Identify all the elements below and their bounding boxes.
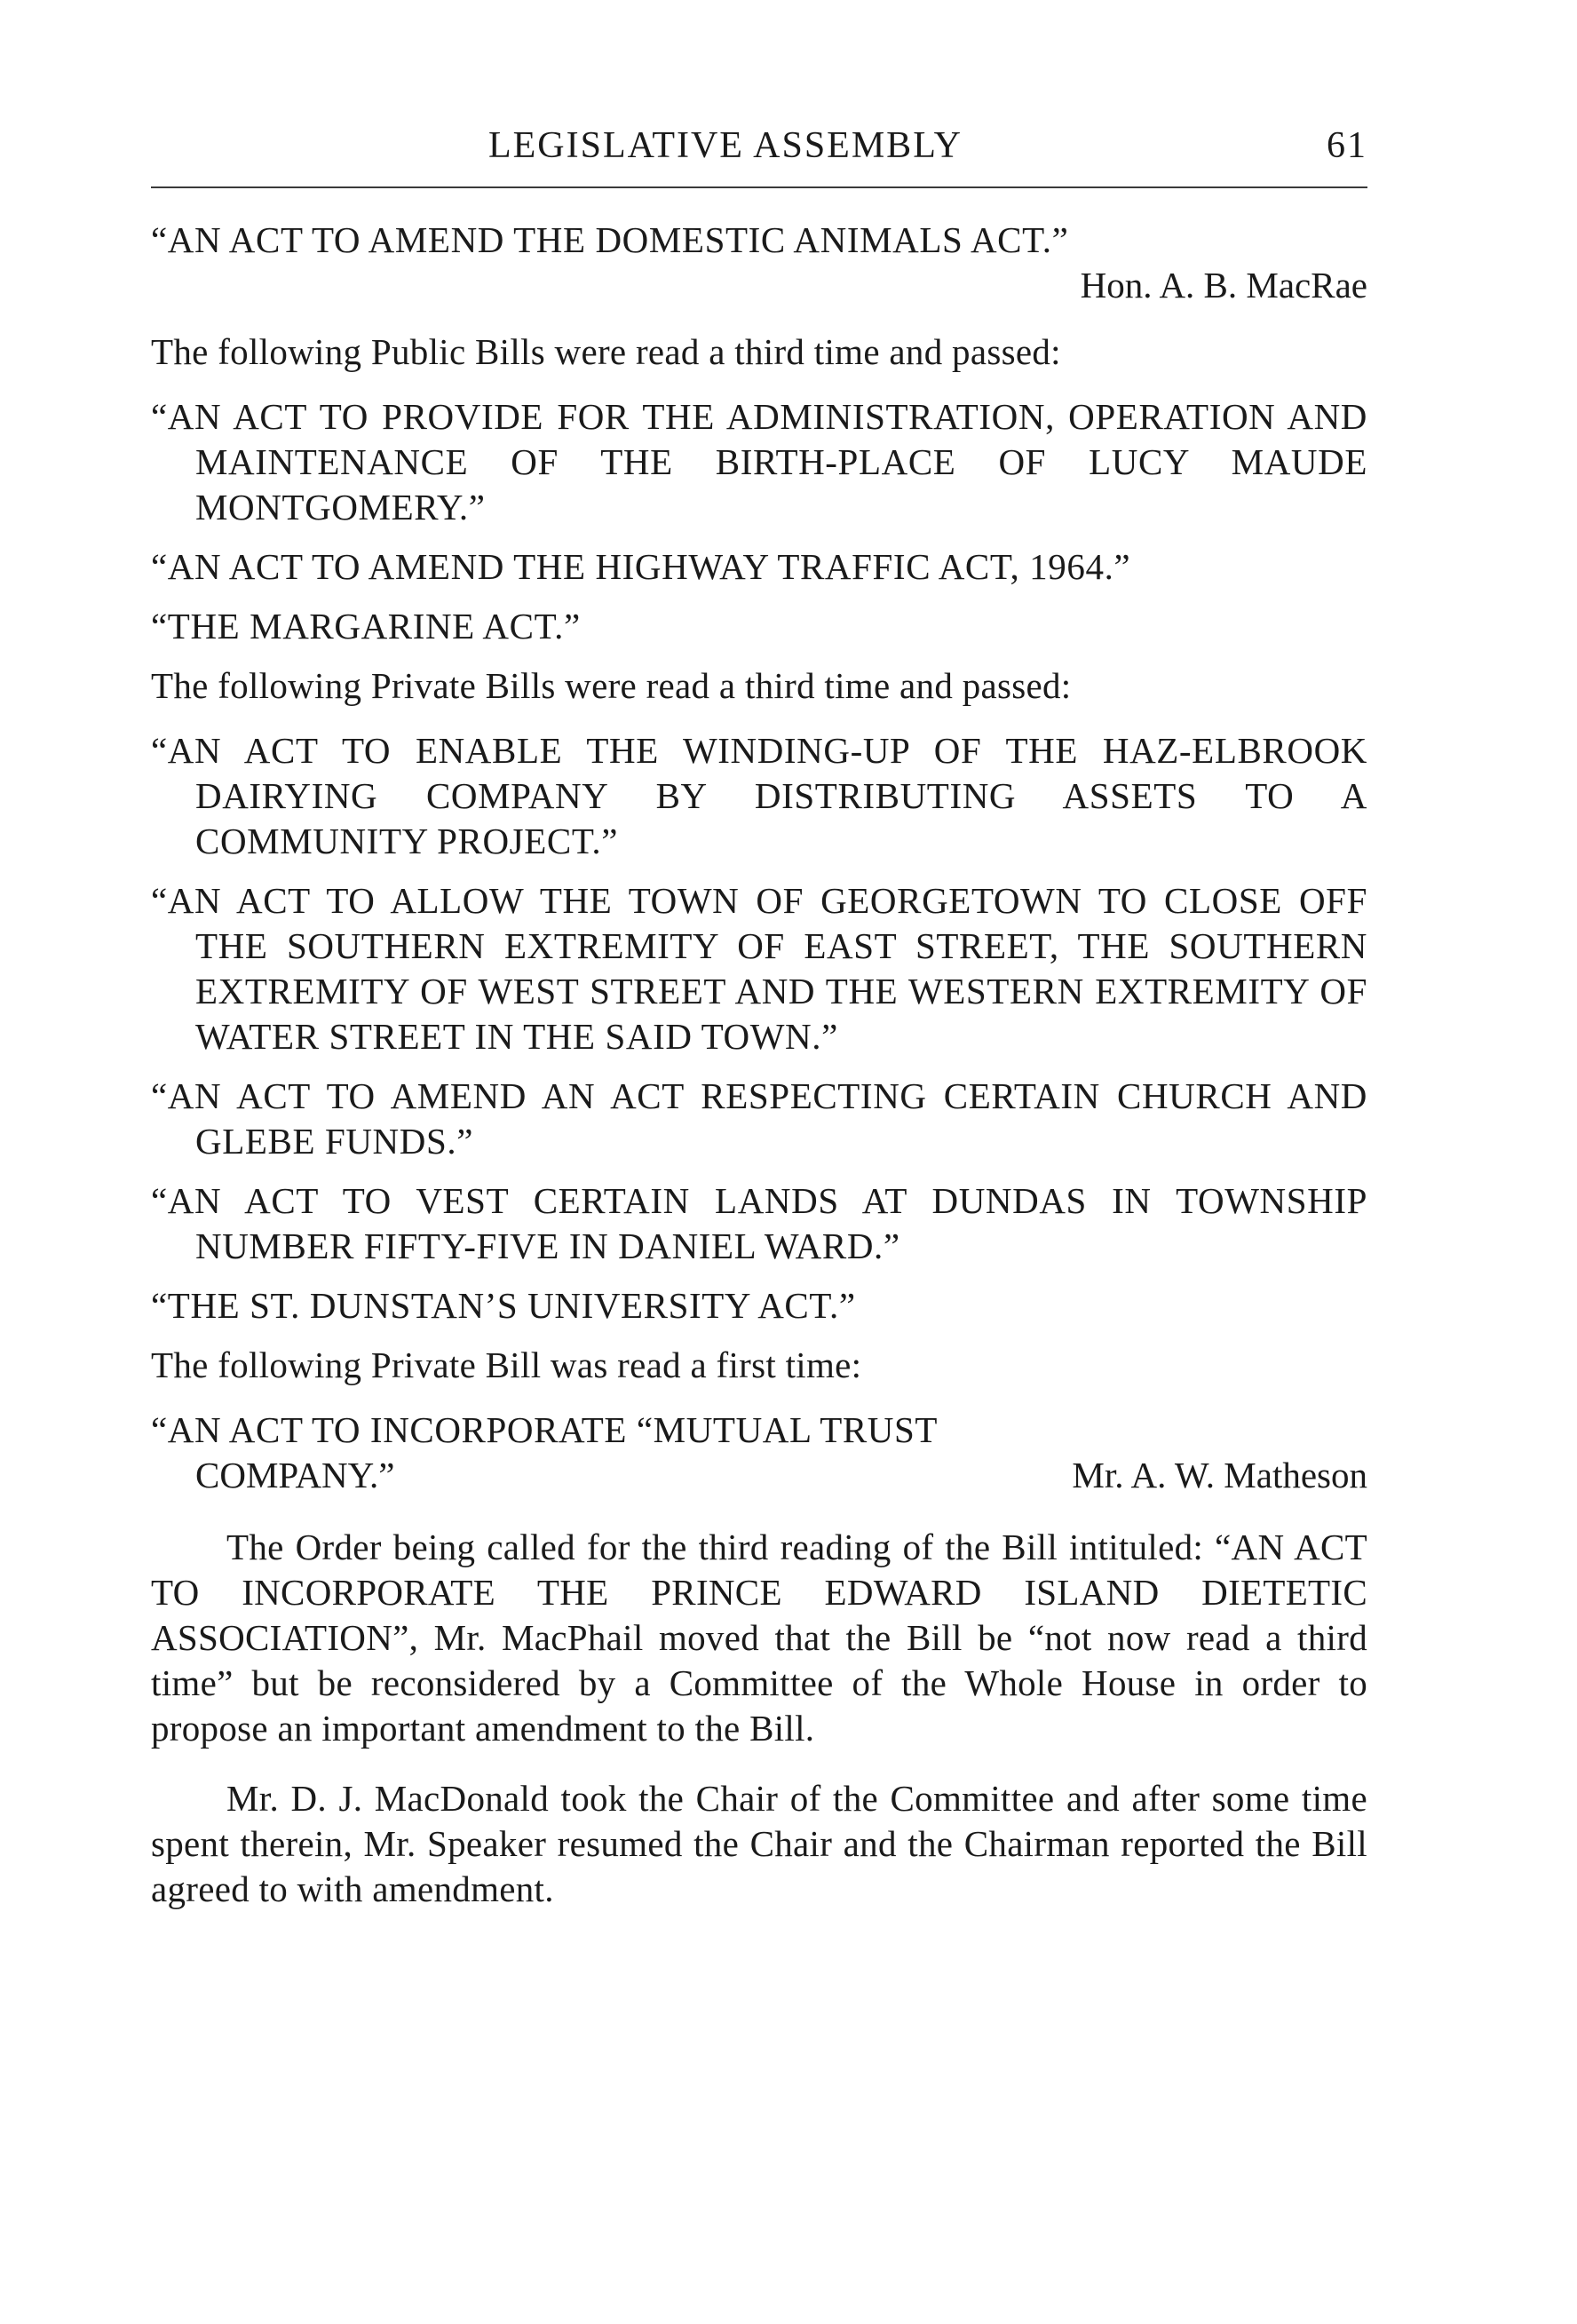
header-rule [151,186,1367,188]
bill-mutual-trust: “AN ACT TO INCORPORATE “MUTUAL TRUST [151,1409,939,1450]
page-body [151,218,1367,1937]
bill-domestic-animals: “AN ACT TO AMEND THE DOMESTIC ANIMALS ACT.” [151,219,1069,260]
paragraph-third-reading-order: The Order being called for the third reading of the Bill intituled: “AN ACT TO INCORPORATE THE PRINCE EDWARD ISLAND DIETETIC ASSOCIATION”, Mr. MacPhail moved that the Bill be “not now read a third time” but be reconsidered by a Committee of the Whole House in order to propose an important amendment to the Bill. [151,1527,1367,1749]
document-page [151,124,1367,1909]
bill-dundas: “AN ACT TO VEST CERTAIN LANDS AT DUNDAS IN TOWNSHIP NUMBER FIFTY-FIVE IN DANIEL WARD.” [151,1180,1367,1266]
bill-st-dunstans: “THE ST. DUNSTAN’S UNIVERSITY ACT.” [151,1285,856,1326]
bill-mutual-trust-continued: COMPANY.” [195,1455,395,1495]
bill-highway-traffic: “AN ACT TO AMEND THE HIGHWAY TRAFFIC ACT, 1964.” [151,546,1131,587]
page-number: 61 [1327,125,1367,166]
running-title: LEGISLATIVE ASSEMBLY [488,125,963,166]
bill-hazelbrook: “AN ACT TO ENABLE THE WINDING-UP OF THE HAZ-ELBROOK DAIRYING COMPANY BY DISTRIBUTING ASSETS TO A COMMUNITY PROJECT.” [151,730,1367,861]
bill-church-glebe: “AN ACT TO AMEND AN ACT RESPECTING CERTAIN CHURCH AND GLEBE FUNDS.” [151,1075,1367,1162]
intro-private-bills: The following Private Bills were read a third time and passed: [151,665,1072,706]
sponsor-macrae: Hon. A. B. MacRae [1080,265,1367,305]
bill-birthplace: “AN ACT TO PROVIDE FOR THE ADMINISTRATION, OPERATION AND MAINTENANCE OF THE BIRTH-PLACE OF LUCY MAUDE MONTGOMERY.” [151,396,1367,527]
paragraph-committee-chair: Mr. D. J. MacDonald took the Chair of the Committee and after some time spent therein, Mr. Speaker resumed the Chair and the Chairman reported the Bill agreed to with amendment. [151,1778,1367,1909]
intro-public-bills: The following Public Bills were read a third time and passed: [151,331,1061,372]
bill-georgetown: “AN ACT TO ALLOW THE TOWN OF GEORGETOWN TO CLOSE OFF THE SOUTHERN EXTREMITY OF EAST STREET, THE SOUTHERN EXTREMITY OF WEST STREET AND THE WESTERN EXTREMITY OF WATER STREET IN THE SAID TOWN.” [151,880,1367,1057]
bill-margarine: “THE MARGARINE ACT.” [151,606,581,646]
sponsor-matheson: Mr. A. W. Matheson [1072,1455,1367,1495]
bill-mutual-trust-line2 [151,1453,1367,1498]
intro-first-reading: The following Private Bill was read a first time: [151,1344,862,1385]
page-header [151,124,1367,178]
